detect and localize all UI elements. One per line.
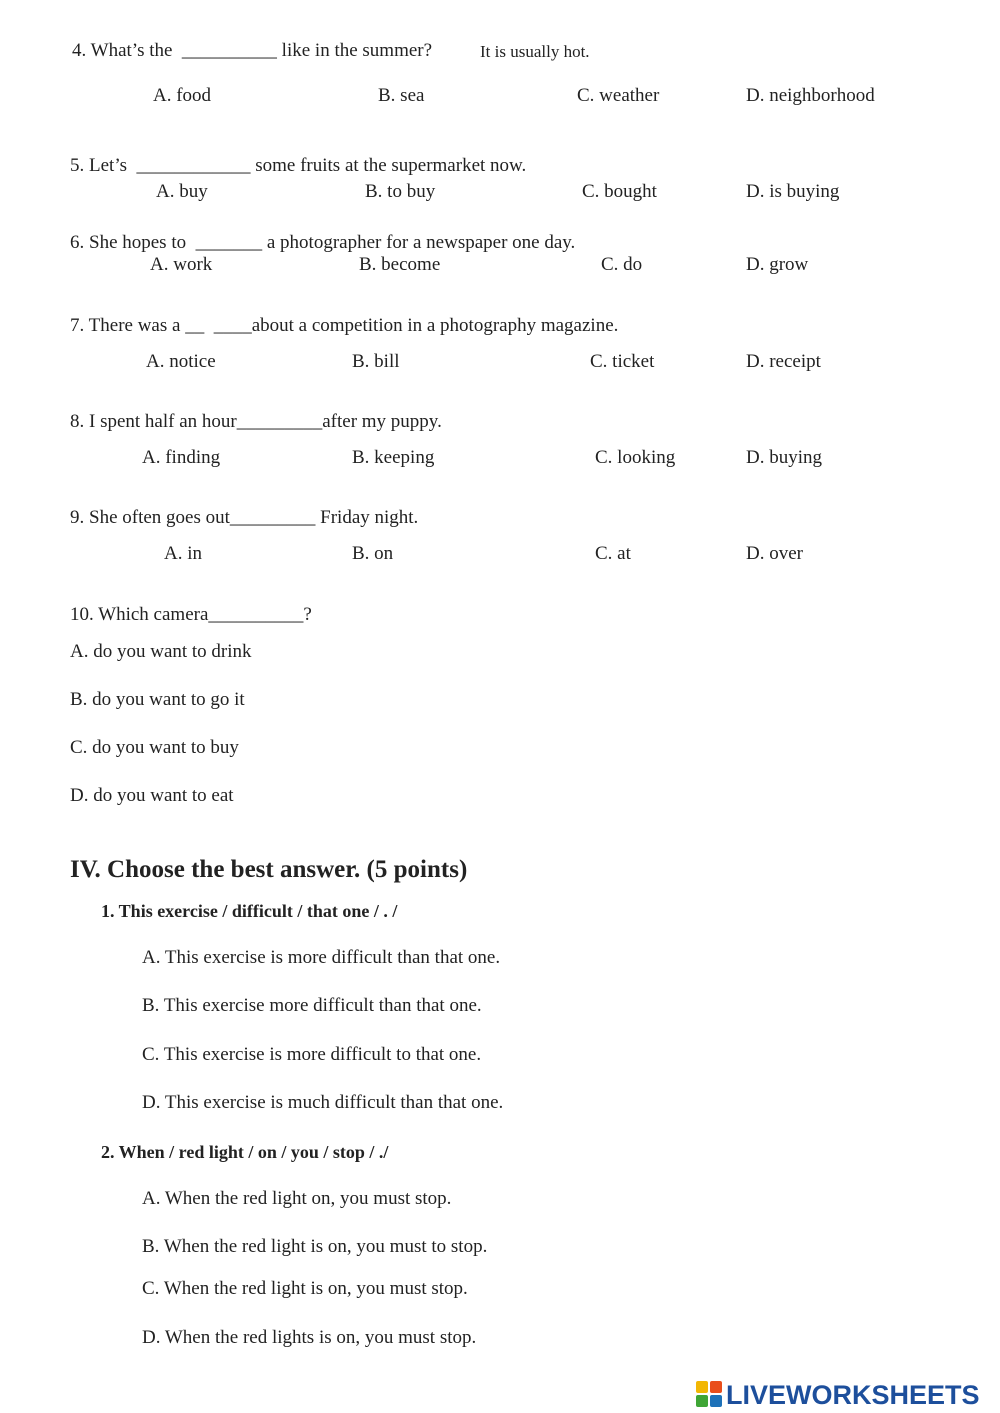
question-7-option-d[interactable]: D. receipt [746,351,821,372]
section-4-item-1-option-b[interactable]: B. This exercise more difficult than that one. [142,995,482,1016]
section-4-item-1-option-d[interactable]: D. This exercise is much difficult than that one. [142,1092,504,1113]
question-6-option-d[interactable]: D. grow [746,254,809,275]
question-5-option-a[interactable]: A. buy [156,181,208,202]
question-10-option-b[interactable]: B. do you want to go it [70,689,245,710]
section-4-item-1-option-c[interactable]: C. This exercise is more difficult to that one. [142,1044,482,1065]
question-8-option-b[interactable]: B. keeping [352,447,435,468]
question-5-option-c[interactable]: C. bought [582,181,657,202]
question-8-option-d[interactable]: D. buying [746,447,822,468]
liveworksheets-logo-text: LIVEWORKSHEETS [726,1379,980,1410]
section-4-item-1-prompt: 1. This exercise / difficult / that one / . / [101,901,398,921]
question-9-stem: 9. She often goes out_________ Friday night. [70,507,419,528]
question-6-option-a[interactable]: A. work [150,254,213,275]
section-4-heading: IV. Choose the best answer. (5 points) [70,856,468,883]
question-9-option-d[interactable]: D. over [746,543,803,564]
section-4-item-2-option-c[interactable]: C. When the red light is on, you must stop. [142,1278,468,1299]
question-6-option-c[interactable]: C. do [601,254,643,275]
question-4-note: It is usually hot. [480,42,590,61]
liveworksheets-logo-icon [696,1381,724,1409]
question-5-option-b[interactable]: B. to buy [365,181,436,202]
question-10-option-a[interactable]: A. do you want to drink [70,641,252,662]
question-4-option-b[interactable]: B. sea [378,85,425,106]
question-5-option-d[interactable]: D. is buying [746,181,840,202]
question-10-option-d[interactable]: D. do you want to eat [70,785,234,806]
question-6-option-b[interactable]: B. become [359,254,441,275]
question-4-stem: 4. What’s the __________ like in the summer? [72,40,433,61]
question-4-option-d[interactable]: D. neighborhood [746,85,875,106]
question-9-option-a[interactable]: A. in [164,543,202,564]
question-8-option-c[interactable]: C. looking [595,447,676,468]
question-6-stem: 6. She hopes to _______ a photographer for a newspaper one day. [70,232,576,253]
section-4-item-2-option-b[interactable]: B. When the red light is on, you must to stop. [142,1236,488,1257]
section-4-item-2-option-a[interactable]: A. When the red light on, you must stop. [142,1188,452,1209]
liveworksheets-logo [696,1378,980,1412]
question-4-option-a[interactable]: A. food [153,85,212,106]
question-7-option-b[interactable]: B. bill [352,351,400,372]
question-7-option-a[interactable]: A. notice [146,351,216,372]
question-4-option-c[interactable]: C. weather [577,85,660,106]
question-7-stem: 7. There was a __ ____about a competition in a photography magazine. [70,315,619,336]
question-5-stem: 5. Let’s ____________ some fruits at the supermarket now. [70,155,527,176]
question-8-stem: 8. I spent half an hour_________after my puppy. [70,411,442,432]
section-4-item-2-prompt: 2. When / red light / on / you / stop / ./ [101,1142,389,1162]
question-8-option-a[interactable]: A. finding [142,447,221,468]
question-7-option-c[interactable]: C. ticket [590,351,655,372]
question-10-option-c[interactable]: C. do you want to buy [70,737,239,758]
question-9-option-b[interactable]: B. on [352,543,394,564]
section-4-item-1-option-a[interactable]: A. This exercise is more difficult than that one. [142,947,501,968]
section-4-item-2-option-d[interactable]: D. When the red lights is on, you must stop. [142,1327,477,1348]
question-9-option-c[interactable]: C. at [595,543,631,564]
question-10-stem: 10. Which camera__________? [70,604,312,625]
